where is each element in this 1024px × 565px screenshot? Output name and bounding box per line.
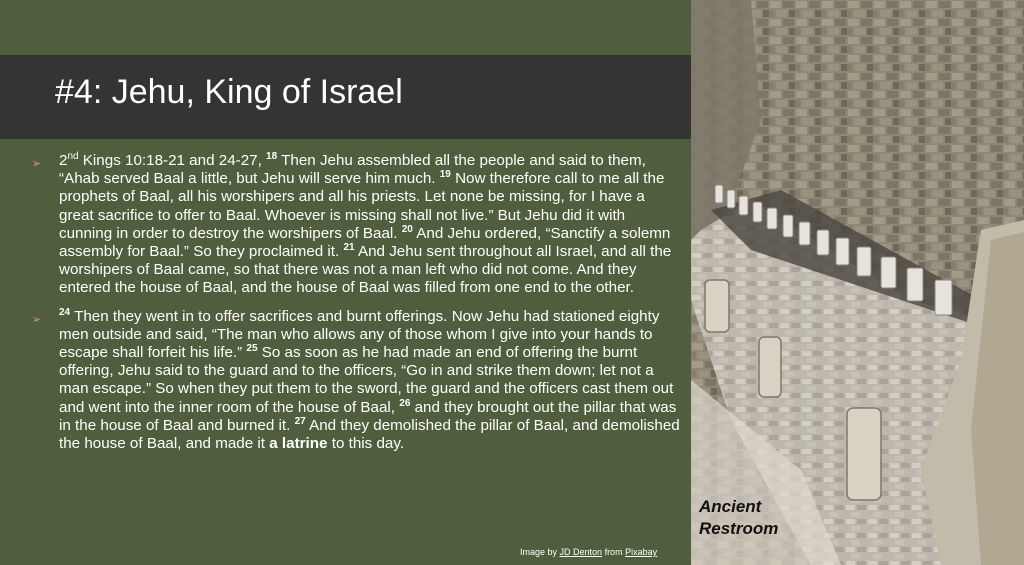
verse-number: 20	[401, 223, 413, 235]
verse-number: 26	[399, 397, 411, 409]
scripture-reference: 2nd Kings 10:18-21 and 24-27,	[59, 150, 267, 169]
emphasis-latrine: a latrine	[269, 435, 328, 453]
verse-text: And they demolished the pillar of Baal, and demolished the house of Baal, and made it	[59, 416, 680, 453]
slide-title: #4: Jehu, King of Israel	[55, 73, 403, 111]
verse-text: Then Jehu assembled all the people and said to them, “Ahab served Baal a little, but Jehu will serve him much.	[59, 152, 646, 188]
verse-number: 24	[59, 306, 71, 318]
verse-text: and they brought out the pillar that was in the house of Baal and burned it.	[59, 398, 677, 434]
verse-text: And Jehu sent throughout all Israel, and all the worshipers of Baal came, so that there was not a man left who did not come. And they entered the house of Baal, and the house of Baal was filled from one end to the other.	[59, 243, 672, 297]
verse-text: Now therefore call to me all the prophets of Baal, all his worshipers and all his priests. Let none be missing, for I have a great sacrifice to offer to Baal. Whoever is missing shall not live.” But Jehu did it with cunning in order to destroy the worshipers of Baal.	[59, 170, 665, 242]
bullet-paragraph-1	[32, 152, 682, 298]
verse-text: And Jehu ordered, “Sanctify a solemn assembly for Baal.” So they proclaimed it.	[59, 224, 671, 261]
verse-number: 25	[246, 342, 258, 354]
author-link[interactable]: JD Denton	[559, 547, 603, 557]
restroom-illustration	[691, 0, 1024, 565]
arrow-bullet-icon: ➢	[32, 313, 42, 326]
bullet-paragraph-2	[32, 308, 682, 454]
verse-number: 27	[294, 415, 306, 427]
verse-text: So as soon as he had made an end of offering the burnt offering, Jehu said to the guard and to the officers, “Go in and strike them down; let not a man escape.” So when they put them to the sword, the guard and the officers cast them out and went into the inner room of the house of Baal,	[59, 344, 674, 416]
scripture-text	[32, 152, 682, 463]
verse-text: Then they went in to offer sacrifices and burnt offerings. Now Jehu had stationed eighty men outside and said, “The man who allows any of those whom I give into your hands to escape shall forfeit his life.”	[59, 307, 660, 362]
title-bar	[0, 55, 691, 139]
ancient-restroom-photo	[691, 0, 1024, 565]
verse-number: 19	[439, 169, 451, 181]
arrow-bullet-icon: ➢	[32, 158, 42, 170]
photo-caption: Ancient Restroom	[699, 497, 779, 538]
ordinal-superscript: nd	[67, 150, 79, 162]
verse-number: 21	[343, 241, 355, 253]
verse-number: 18	[266, 150, 278, 162]
pixabay-link[interactable]: Pixabay	[625, 547, 658, 557]
image-credit: Image by JD Denton from Pixabay	[520, 547, 658, 557]
verse-text-ending: to this day.	[327, 435, 405, 453]
